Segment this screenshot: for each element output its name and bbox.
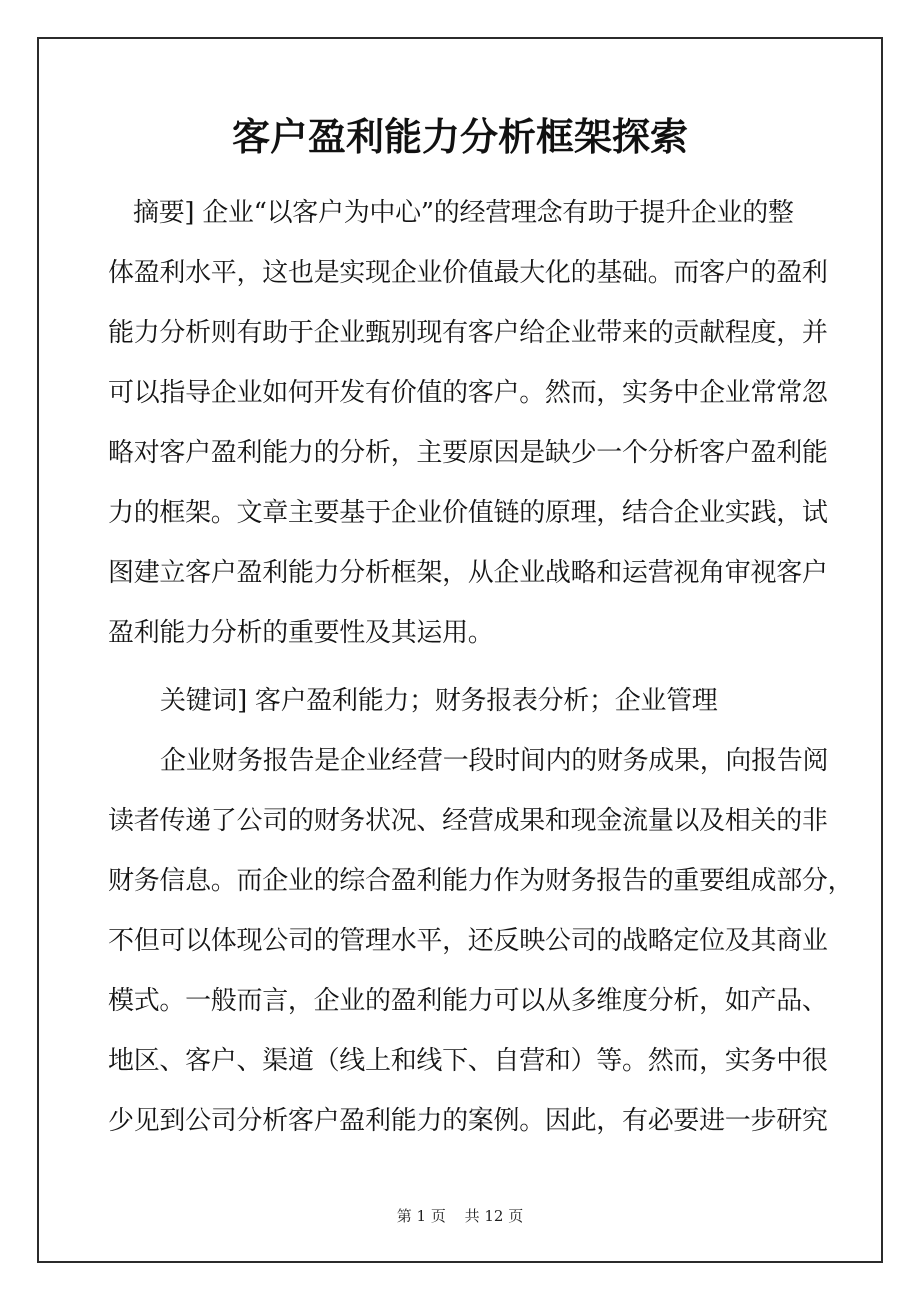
abstract-line: 略对客户盈利能力的分析，主要原因是缺少一个分析客户盈利能 xyxy=(108,438,828,468)
abstract-line: 力的框架。文章主要基于企业价值链的原理，结合企业实践，试 xyxy=(108,498,828,528)
body-line: 读者传递了公司的财务状况、经营成果和现金流量以及相关的非 xyxy=(108,806,828,836)
body-paragraph xyxy=(108,731,854,1151)
body-line: 地区、客户、渠道（线上和线下、自营和）等。然而，实务中很 xyxy=(108,1046,828,1076)
body-line: 财务信息。而企业的综合盈利能力作为财务报告的重要组成部分， xyxy=(108,866,854,896)
keywords-paragraph xyxy=(108,671,825,731)
abstract-line: 体盈利水平，这也是实现企业价值最大化的基础。而客户的盈利 xyxy=(108,258,828,288)
page-footer xyxy=(39,1206,881,1226)
body-line: 少见到公司分析客户盈利能力的案例。因此，有必要进一步研究 xyxy=(108,1106,828,1136)
page-border-frame xyxy=(37,37,883,1263)
abstract-paragraph xyxy=(108,183,828,663)
keywords-line: 关键词] 客户盈利能力；财务报表分析；企业管理 xyxy=(160,686,718,716)
body-line: 企业财务报告是企业经营一段时间内的财务成果，向报告阅 xyxy=(160,746,829,776)
text-column xyxy=(108,183,854,1151)
page-total: 共 12 页 xyxy=(464,1207,524,1225)
abstract-line: 盈利能力分析的重要性及其运用。 xyxy=(108,618,494,648)
document-title: 客户盈利能力分析框架探索 xyxy=(231,114,688,159)
abstract-line: 能力分析则有助于企业甄别现有客户给企业带来的贡献程度，并 xyxy=(108,318,828,348)
page-number: 第 1 页 xyxy=(396,1207,446,1225)
body-line: 不但可以体现公司的管理水平，还反映公司的战略定位及其商业 xyxy=(108,926,828,956)
abstract-line: 摘要] 企业“以客户为中心”的经营理念有助于提升企业的整 xyxy=(133,198,794,228)
abstract-line: 图建立客户盈利能力分析框架，从企业战略和运营视角审视客户 xyxy=(108,558,828,588)
body-line: 模式。一般而言，企业的盈利能力可以从多维度分析，如产品、 xyxy=(108,986,828,1016)
abstract-line: 可以指导企业如何开发有价值的客户。然而，实务中企业常常忽 xyxy=(108,378,828,408)
